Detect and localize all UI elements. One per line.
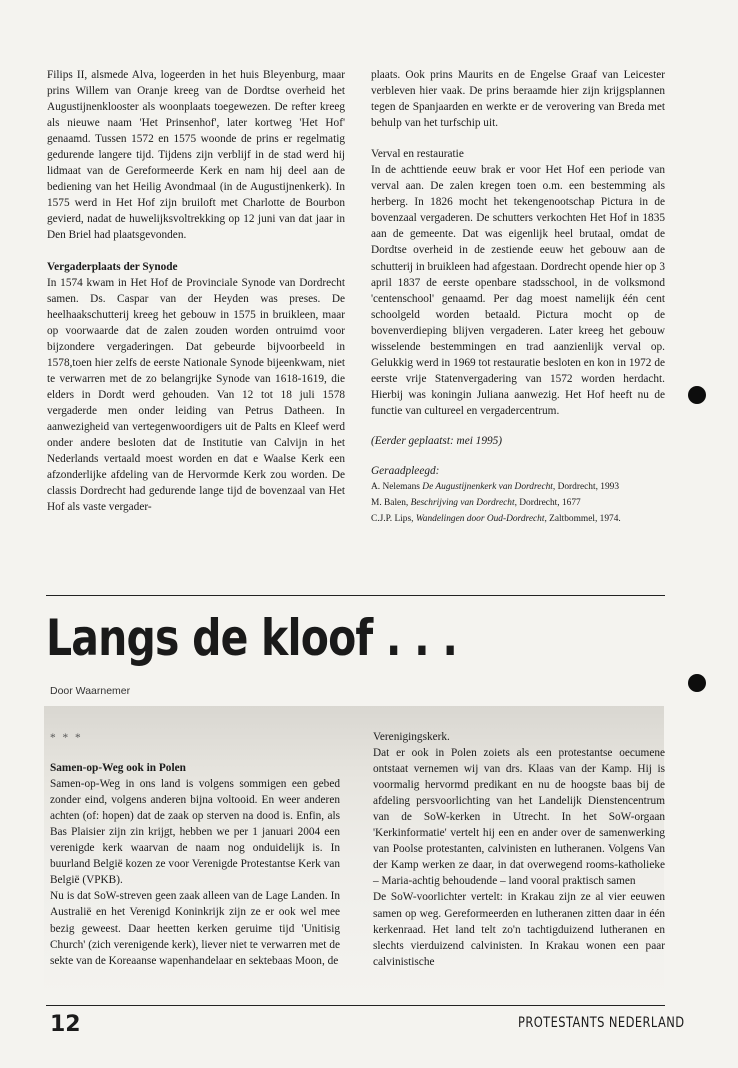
section-heading: Vergaderplaats der Synode	[47, 260, 178, 273]
paragraph: Dat er ook in Polen zoiets als een protestantse oecumene ontstaat vernemen wij van drs. Klaas van der Kamp. Hij is voormalig hervormd predikant en nu de hoogste baas bij de afdeling persvoorlichting van het Landelijk Dienstencentrum van de SoW-kerken in Utrecht. In het SoW-orgaan 'Kerkinformatie' vertelt hij een en ander over de samenwerking van Poolse protestanten, calvinisten en lutheranen. Volgens Van der Kamp werken ze daar, in dat overwegend rooms-katholieke – Maria-achtig behoudende – land vooral praktisch samen	[373, 747, 665, 888]
section-heading: Samen-op-Weg ook in Polen	[50, 762, 186, 775]
bottom-right-column	[373, 729, 665, 970]
section-heading: Verval en restauratie	[371, 148, 464, 161]
top-right-column	[371, 67, 665, 527]
reference-item: M. Balen, Beschrijving van Dordrecht, Dordrecht, 1677	[371, 498, 581, 509]
paragraph: Filips II, alsmede Alva, logeerden in het huis Bleyenburg, maar prins Willem van Oranje kreeg van de Dordtse overheid het Augustijnenklooster als woonplaats toegewezen. De refter kreeg als nieuwe naam 'Het Prinsenhof', later kortweg 'Het Hof' genaamd. Tussen 1572 en 1575 woonde de prins er regelmatig gedurende langere tijd. Tijdens zijn verblijf in de stad werd hij lidmaat van de Gereformeerde Kerk en nam hij deel aan de bediening van het Heilig Avondmaal (in de Augustijnenkerk). In 1575 werd in Het Hof zijn bruiloft met Charlotte de Bourbon gevierd, nadat de huwelijksvoltrekking op 12 juni van dat jaar in Den Briel had plaatsgevonden.	[47, 69, 345, 242]
consulted-heading: Geraadpleegd:	[371, 465, 440, 478]
byline: Door Waarnemer	[50, 685, 131, 697]
binder-hole-dot	[688, 674, 706, 692]
binder-hole-dot	[688, 386, 706, 404]
earlier-published-note: (Eerder geplaatst: mei 1995)	[371, 434, 503, 447]
reference-item: C.J.P. Lips, Wandelingen door Oud-Dordrecht, Zaltbommel, 1974.	[371, 514, 621, 525]
section-divider	[46, 595, 665, 596]
page-number: 12	[50, 1012, 81, 1037]
paragraph: De SoW-voorlichter vertelt: in Krakau zijn ze al vier eeuwen samen op weg. Gereformeerden en lutheranen zitten daar in één kerkenraad. Het land telt zo'n tachtigduizend lutheranen en slechts vierduizend calvinisten. In Krakau wonen een paar calvinistische	[373, 891, 665, 968]
section-separator-stars: * * *	[50, 732, 83, 744]
bottom-left-column	[50, 730, 340, 969]
paragraph: Verenigingskerk.	[373, 731, 450, 743]
publication-name: PROTESTANTS NEDERLAND	[518, 1015, 685, 1031]
top-left-column	[47, 67, 345, 515]
footer-rule	[46, 1005, 665, 1006]
paragraph: Samen-op-Weg in ons land is volgens sommigen een gebed zonder eind, volgens anderen bijna voltooid. En weer anderen achten (of: hopen) dat de zaak op sterven na dood is. Enfin, als Bas Plaisier zijn zin krijgt, hebben we per 1 januari 2004 een verenigde kerk waarvan de naam nog onduidelijk is. In buurland België kozen ze voor Verenigde Protestantse Kerk van België (VPKB).	[50, 778, 340, 887]
article-title: Langs de kloof . . .	[46, 609, 458, 667]
paragraph: Nu is dat SoW-streven geen zaak alleen van de Lage Landen. In Australië en het Verenigd Koninkrijk zijn ze er ook wel mee bezig geweest. Daar heetten kerken geruime tijd 'Unitisig Church' (zich verenigende kerk), liever niet te verwarren met de sekte van de Koreaanse wapenhandelaar en sektebaas Moon, de	[50, 890, 340, 967]
paragraph: In de achttiende eeuw brak er voor Het Hof een periode van verval aan. De zalen kregen toen o.m. een bestemming als herberg. In 1826 mocht het tekengenootschap Pictura in de bovenzaal vergaderen. De schutters verkochten Het Hof in 1835 aan de gemeente. Dat was eigenlijk heel brutaal, omdat de Dordtse overheid in de zestiende eeuw het gebouw aan de schutterij in bruikleen had afgestaan. Dordrecht opende hier op 3 april 1837 de eerste openbare stadsschool, in de volksmond 'centenschool' genaamd. Per dag moest namelijk één cent schoolgeld worden betaald. Pictura mocht op de bovenverdieping blijven vergaderen. Later kreeg het gebouw wisselende bestemmingen en trad aanzienlijk verval op. Gelukkig werd in 1969 tot restauratie besloten en kon in 1972 de eerste vrije Statenvergadering van 1572 worden herdacht. Hierbij was koningin Juliana aanwezig. Het Hof heeft nu de functie van cultureel en vergadercentrum.	[371, 164, 665, 417]
reference-item: A. Nelemans De Augustijnenkerk van Dordrecht, Dordrecht, 1993	[371, 482, 620, 493]
references-list	[371, 479, 665, 527]
paragraph: In 1574 kwam in Het Hof de Provinciale Synode van Dordrecht samen. Ds. Caspar van der Heyden was preses. De heelhaakschutterij kreeg het gebouw in 1575 in bruikleen, maar op voorwaarde dat de zalen zouden worden ontruimd voor bijzondere vergaderingen. Dat gebeurde bijvoorbeeld in 1578,toen hier zelfs de eerste Nationale Synode bijeenkwam, niet te verwarren met de zo belangrijke Synode van 1618-1619, die elders in Dordt werd gehouden. Van 12 tot 18 juli 1578 vergaderde men onder leiding van Petrus Datheen. In aanwezigheid van vertegenwoordigers uit de Palts en Kleef werd onder andere besloten dat de Institutie van Calvijn in het Nederlands vertaald moest worden en dat e Waalse Kerk een afzonderlijke afdeling van de Hervormde Kerk zou worden. De classis Dordrecht had gedurende lange tijd de bovenzaal van Het Hof als vaste vergader-	[47, 276, 345, 514]
paragraph: plaats. Ook prins Maurits en de Engelse Graaf van Leicester verbleven hier vaak. De prins beraamde hier zijn krijgsplannen tegen de Spanjaarden en werkte er de verovering van Breda met behulp van het turfschip uit.	[371, 69, 665, 130]
